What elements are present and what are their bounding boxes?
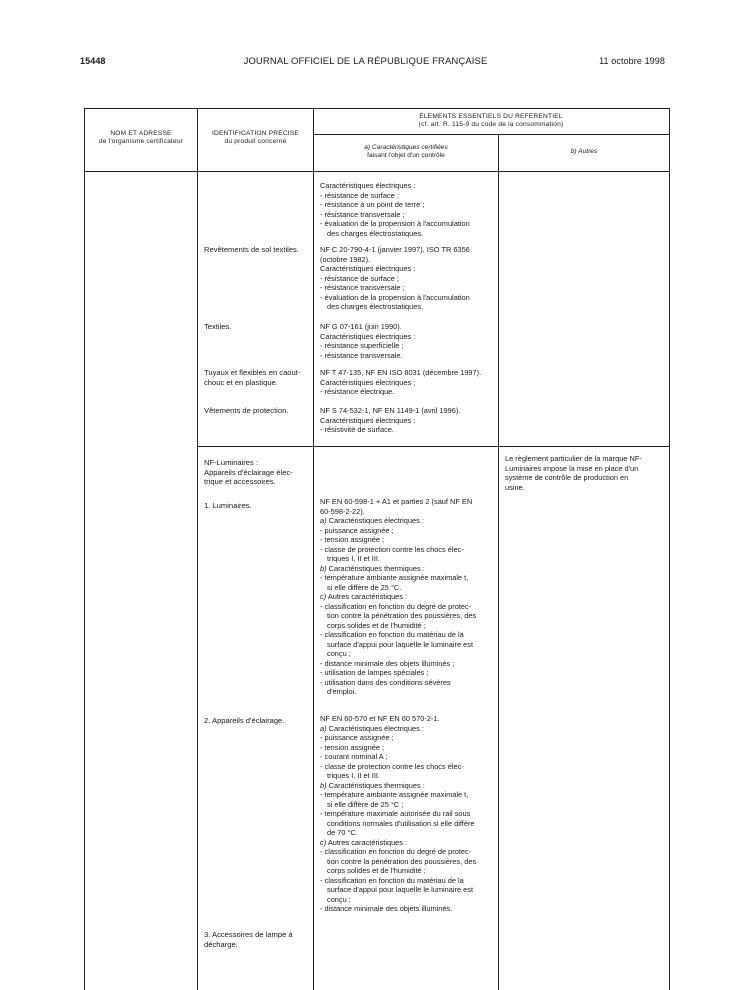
- text-line: - résistance de surface ;: [320, 190, 399, 200]
- requirements-cell: [320, 406, 492, 435]
- issue-date: 11 octobre 1998: [599, 56, 665, 66]
- text-line: chouc et en plastique.: [204, 377, 278, 387]
- text-line: Textiles.: [204, 322, 232, 331]
- text-line: - résistance transversale ;: [320, 209, 405, 219]
- group-header: ÉLÉMENTS ESSENTIELS DU RÉFÉRENTIEL (cf. art. R. 115-9 du code de la consommation): [418, 113, 564, 128]
- page-number: 15448: [80, 56, 106, 66]
- requirements-cell: [320, 714, 492, 914]
- requirements-cell: [320, 497, 492, 697]
- text-line: - température maximale autorisée du rail sous: [320, 809, 471, 818]
- text-line: NF EN 60-570 et NF EN 60 570-2-1.: [320, 714, 440, 723]
- text-line: Caractéristiques électriques ;: [320, 377, 416, 387]
- table-left-border: [84, 108, 85, 990]
- requirements-cell: [320, 368, 492, 397]
- text-line: surface d'appui pour laquelle le luminaire est: [327, 885, 474, 894]
- header-bottom-rule: [84, 171, 670, 172]
- text-line: b) Caractéristiques thermiques :: [320, 563, 425, 573]
- text-line: triques I, II et III.: [327, 771, 380, 780]
- text-line: - tension assignée ;: [320, 742, 385, 752]
- requirements-cell: [320, 322, 492, 360]
- text-line: d'emploi.: [327, 687, 357, 696]
- text-line: Tuyaux et flexibles en caout-: [204, 368, 301, 377]
- text-line: si elle diffère de 25 °C.: [327, 582, 402, 592]
- text-line: - évaluation de la propension à l'accumulation: [320, 219, 470, 228]
- text-line: 3. Accessoires de lampe à: [204, 930, 293, 939]
- column-divider-1: [197, 108, 198, 990]
- text-line: conçu ;: [327, 649, 351, 658]
- text-line: triques I, II et III.: [327, 554, 380, 563]
- text-line: NF-Luminaires :: [204, 458, 259, 467]
- section-rule: [197, 446, 669, 447]
- table-top-border: [84, 108, 670, 109]
- text-line: usine.: [505, 482, 525, 492]
- text-line: - utilisation de lampes spéciales ;: [320, 668, 429, 677]
- text-line: NF S 74-532-1, NF EN 1149-1 (avril 1996).: [320, 406, 461, 415]
- text-line: - classification en fonction du matériau de la: [320, 630, 464, 639]
- text-line: trique et accessoires.: [204, 477, 276, 487]
- text-line: Le règlement particulier de la marque NF-: [505, 454, 642, 463]
- col3-header: a) Caractéristiques certifiées faisant l'objet d'un contrôle: [364, 144, 448, 159]
- text-line: - résistance électrique.: [320, 387, 395, 396]
- text-line: 1. Luminaires.: [204, 501, 252, 510]
- text-line: Caractéristiques électriques :: [320, 264, 416, 273]
- text-line: c) Autres caractéristiques :: [320, 592, 408, 601]
- text-line: - classification en fonction du degré de protec-: [320, 601, 472, 611]
- text-line: de 70 °C.: [327, 828, 358, 837]
- text-line: - distance minimale des objets illuminés.: [320, 904, 453, 913]
- text-line: - résistance transversale.: [320, 350, 403, 360]
- text-line: 60-598-2-22).: [320, 506, 365, 516]
- text-line: a) Caractéristiques électriques :: [320, 516, 424, 525]
- text-line: tion contre la pénétration des poussières, des: [327, 856, 477, 866]
- text-line: - résistance transversale ;: [320, 283, 405, 292]
- section2-autres: [505, 454, 659, 492]
- column-divider-2: [313, 108, 314, 990]
- section1-intro: [320, 181, 492, 238]
- text-line: - utilisation dans des conditions sévères: [320, 677, 451, 687]
- text-line: a) Caractéristiques électriques :: [320, 723, 424, 733]
- text-line: c) Autres caractéristiques :: [320, 837, 408, 847]
- col2-header: IDENTIFICATION PRÉCISE du produit concerné: [211, 130, 300, 145]
- text-line: tion contre la pénétration des poussières, des: [327, 611, 477, 620]
- requirements-cell: [320, 245, 492, 312]
- product-cell: [204, 245, 312, 255]
- text-line: b) Caractéristiques thermiques :: [320, 780, 425, 790]
- product-cell: [204, 322, 312, 332]
- text-line: Revêtements de sol textiles.: [204, 245, 299, 254]
- text-line: des charges électrostatiques.: [327, 228, 424, 238]
- text-line: - classification en fonction du matériau de la: [320, 875, 464, 885]
- text-line: - distance minimale des objets illuminés ;: [320, 658, 455, 668]
- text-line: Appareils d'éclairage élec-: [204, 467, 293, 477]
- text-line: - puissance assignée ;: [320, 733, 394, 742]
- text-line: Caractéristiques électriques :: [320, 415, 416, 425]
- text-line: 2. Appareils d'éclairage.: [204, 716, 285, 725]
- text-line: - température ambiante assignée maximale t,: [320, 573, 469, 582]
- text-line: conçu ;: [327, 894, 351, 904]
- text-line: - tension assignée ;: [320, 535, 385, 544]
- text-line: - température ambiante assignée maximale t,: [320, 790, 469, 799]
- col4-header: b) Autres: [570, 148, 598, 155]
- text-line: NF G 07-161 (juin 1990).: [320, 322, 402, 331]
- col1-header: NOM ET ADRESSE de l'organisme certificateur: [98, 130, 184, 145]
- product-cell: [204, 930, 312, 949]
- text-line: si elle diffère de 25 °C ;: [327, 799, 404, 809]
- text-line: - courant nominal A ;: [320, 752, 388, 761]
- product-cell: [204, 406, 312, 416]
- text-line: NF C 20-790-4-1 (janvier 1997), ISO TR 6356: [320, 245, 470, 254]
- product-cell: [204, 368, 312, 387]
- text-line: Luminaires impose la mise en place d'un: [505, 463, 639, 473]
- text-line: - classification en fonction du degré de protec-: [320, 847, 472, 856]
- text-line: décharge.: [204, 939, 238, 949]
- text-line: - classe de protection contre les chocs élec-: [320, 544, 464, 554]
- text-line: conditions normales d'utilisation si elle diffère: [327, 818, 475, 828]
- text-line: Caractéristiques électriques :: [320, 181, 416, 190]
- text-line: système de contrôle de production en: [505, 473, 629, 482]
- journal-title: JOURNAL OFFICIEL DE LA RÉPUBLIQUE FRANÇAISE: [243, 56, 488, 67]
- text-line: - résistivité de surface.: [320, 425, 394, 434]
- text-line: surface d'appui pour laquelle le luminaire est: [327, 639, 474, 649]
- text-line: - évaluation de la propension à l'accumulation: [320, 292, 470, 302]
- text-line: - puissance assignée ;: [320, 525, 394, 535]
- text-line: - résistance superficielle ;: [320, 341, 404, 350]
- text-line: (octobre 1982).: [320, 254, 371, 264]
- text-line: - résistance de surface ;: [320, 273, 399, 283]
- product-cell: [204, 501, 312, 511]
- text-line: - résistance à un point de terre ;: [320, 200, 425, 209]
- group-header-rule: [313, 134, 669, 135]
- text-line: corps solides et de l'humidité ;: [327, 866, 426, 875]
- text-line: Vêtements de protection.: [204, 406, 289, 415]
- column-divider-3: [498, 134, 499, 990]
- text-line: des charges électrostatiques.: [327, 302, 424, 311]
- product-cell: [204, 716, 312, 726]
- text-line: NF T 47-135, NF EN ISO 8031 (décembre 1997).: [320, 368, 482, 377]
- text-line: - classe de protection contre les chocs élec-: [320, 761, 464, 771]
- text-line: NF EN 60-598-1 + A1 et parties 2 (sauf NF EN: [320, 497, 473, 506]
- table-right-border: [669, 108, 670, 990]
- text-line: Caractéristiques électriques :: [320, 331, 416, 341]
- section2-title: [204, 458, 312, 487]
- text-line: corps solides et de l'humidité ;: [327, 620, 426, 630]
